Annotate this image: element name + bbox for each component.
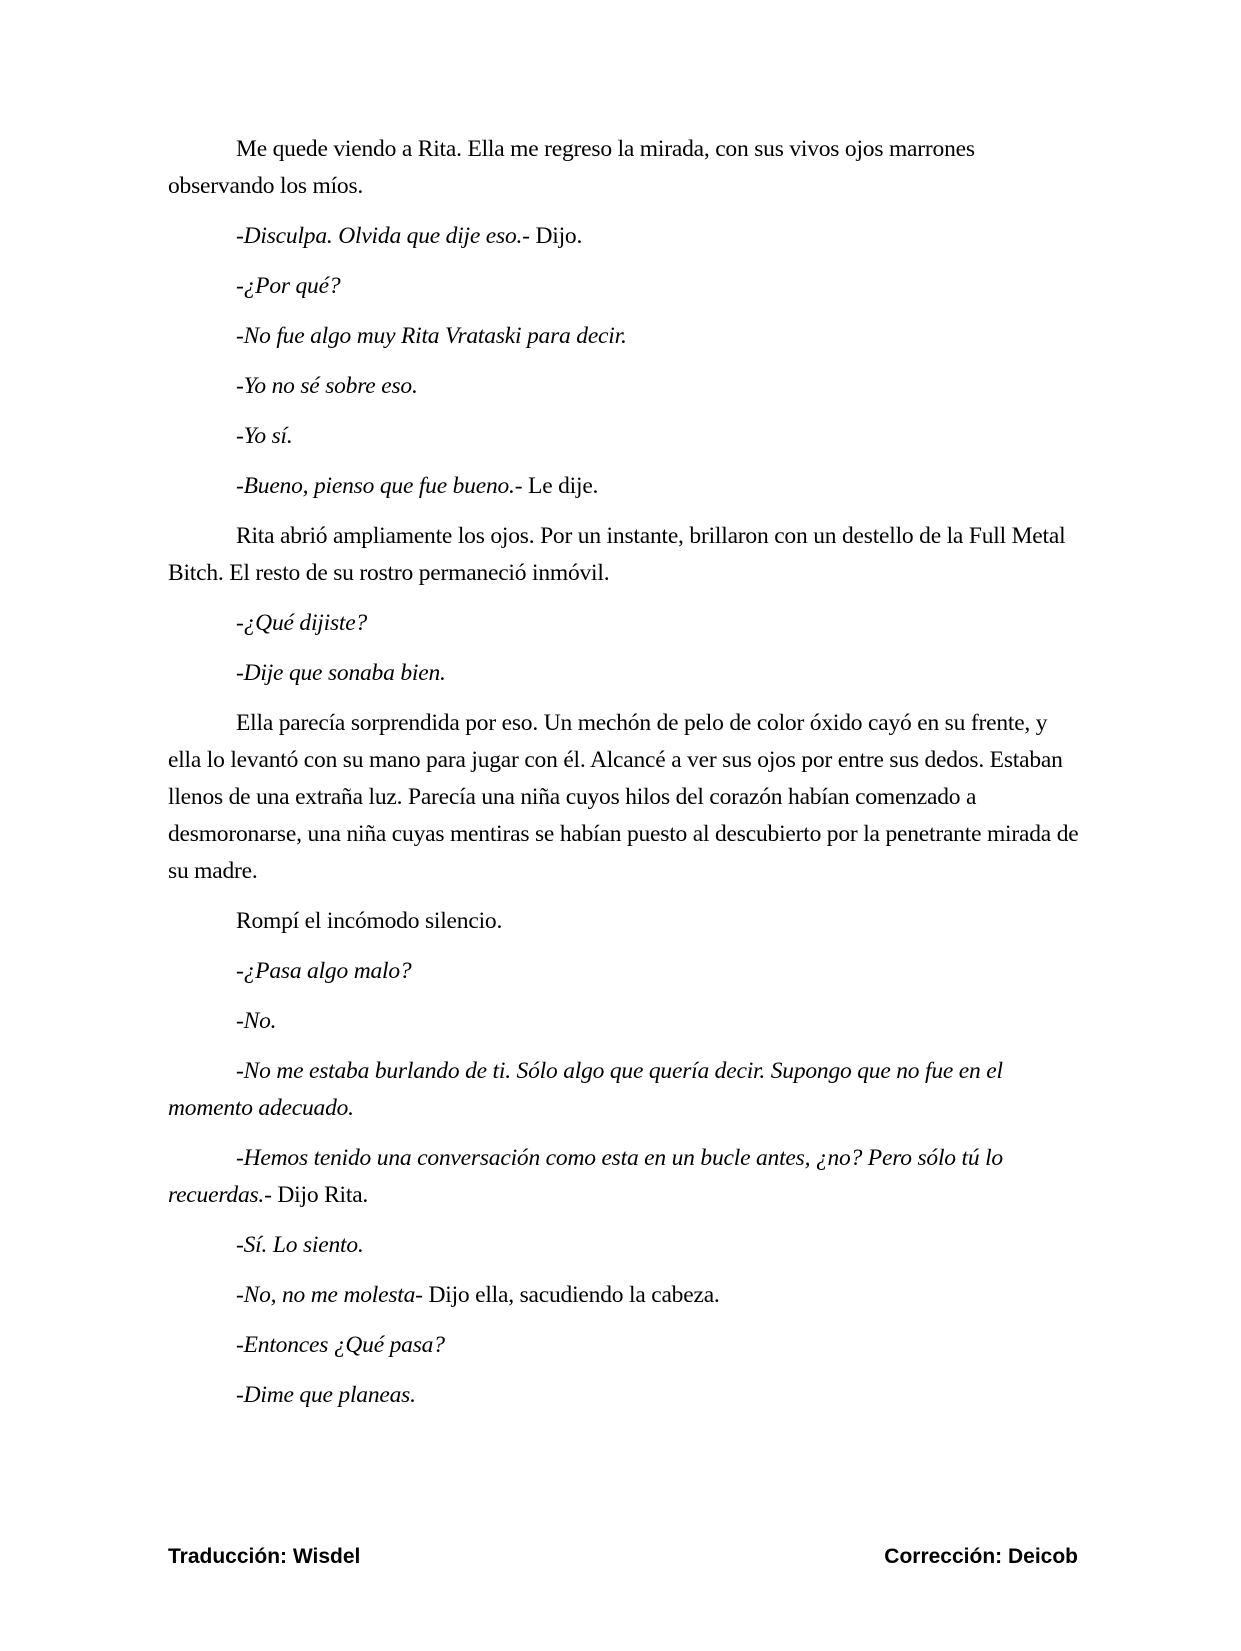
paragraph [168,605,1080,642]
paragraph [168,1140,1080,1214]
document-body [168,131,1080,1427]
paragraph [168,368,1080,405]
paragraph [168,468,1080,505]
paragraph [168,318,1080,355]
dialogue-text-segment: -Dime que planeas. [236,1382,416,1408]
narrative-text-segment: Dijo. [529,223,583,249]
paragraph [168,953,1080,990]
paragraph [168,1227,1080,1264]
paragraph [168,903,1080,940]
dialogue-text-segment: -¿Qué dijiste? [236,610,367,636]
dialogue-text-segment: -No. [236,1008,277,1034]
dialogue-text-segment: -No, no me molesta- [236,1282,423,1308]
dialogue-text-segment: -No fue algo muy Rita Vrataski para decir. [236,323,627,349]
narrative-text-segment: Dijo Rita. [271,1182,369,1208]
paragraph [168,1053,1080,1127]
paragraph [168,1277,1080,1314]
paragraph [168,655,1080,692]
dialogue-text-segment: -Yo sí. [236,423,293,449]
page-footer [168,1544,1078,1570]
dialogue-text-segment: -Bueno, pienso que fue bueno.- [236,473,523,499]
paragraph [168,268,1080,305]
dialogue-text-segment: -Disculpa. Olvida que dije eso.- [236,223,530,249]
dialogue-text-segment: -¿Pasa algo malo? [236,958,412,984]
paragraph [168,218,1080,255]
dialogue-text-segment: -Yo no sé sobre eso. [236,373,418,399]
paragraph [168,131,1080,205]
narrative-text-segment: Rompí el incómodo silencio. [236,908,503,934]
narrative-text-segment: Rita abrió ampliamente los ojos. Por un instante, brillaron con un destello de la Full Metal Bitch. El resto de su rostro permaneció inmóvil. [168,523,1066,586]
footer-correction-credit: Corrección: Deicob [884,1545,1078,1568]
paragraph [168,705,1080,890]
narrative-text-segment: Le dije. [522,473,599,499]
dialogue-text-segment: -Hemos tenido una conversación como esta en un bucle antes, ¿no? Pero sólo tú lo recuerdas.- [168,1145,1003,1208]
dialogue-text-segment: -Entonces ¿Qué pasa? [236,1332,445,1358]
dialogue-text-segment: -No me estaba burlando de ti. Sólo algo que quería decir. Supongo que no fue en el momento adecuado. [168,1058,1003,1121]
paragraph [168,518,1080,592]
narrative-text-segment: Me quede viendo a Rita. Ella me regreso la mirada, con sus vivos ojos marrones observando los míos. [168,136,975,199]
paragraph [168,1003,1080,1040]
dialogue-text-segment: -Dije que sonaba bien. [236,660,446,686]
footer-translation-credit: Traducción: Wisdel [168,1545,361,1568]
dialogue-text-segment: -Sí. Lo siento. [236,1232,364,1258]
paragraph [168,1327,1080,1364]
narrative-text-segment: Dijo ella, sacudiendo la cabeza. [422,1282,720,1308]
paragraph [168,1377,1080,1414]
paragraph [168,418,1080,455]
dialogue-text-segment: -¿Por qué? [236,273,341,299]
narrative-text-segment: Ella parecía sorprendida por eso. Un mechón de pelo de color óxido cayó en su frente, y ella lo levantó con su mano para jugar con él. Alcancé a ver sus ojos por entre sus dedos. Estaban llenos de una extraña luz. Parecía una niña cuyos hilos del corazón habían comenzado a desmoronarse, una niña cuyas mentiras se habían puesto al descubierto por la penetrante mirada de su madre. [168,710,1079,884]
